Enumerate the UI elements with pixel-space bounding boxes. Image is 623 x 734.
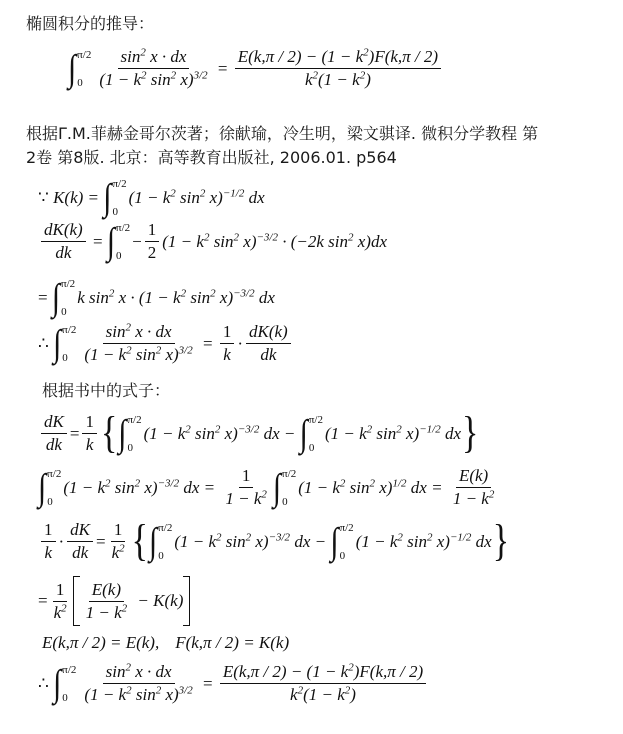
dK-derivative: $\frac{dK(k)}{dk}$ = ∫ π/2 0 − $\frac{1}{2}$ ($1 - k^2$ $\sin^2 x)^{-3/2} \cdot (-2k$ $\sin^2 x)dx$ (38, 220, 387, 263)
book-formula-2: ∫ π/2 0 ($1 - k^2$ $\sin^2 x)^{-3/2}$ dx = $\frac{1}{1 - k^2}$ ∫ π/2 0 ($1 - k^2$ $\sin^2 x)^{1/2}$ dx = $\frac{E(k)}{1 - k^2}$ (38, 466, 495, 508)
book-formula-3: $\frac{1}{k}$ · $\frac{dK}{dk}$ = $\frac{1}{k^2}$ { ∫ π/2 0 ($1 - k^2$ $\sin^2 x)^{-3/2}$ dx − ∫ π/2 0 ($1 - k^2$ $\sin^2 x)^{-1/2}$ dx } (38, 520, 510, 563)
book-formula-4: = $\frac{1}{k^2}$ $\frac{E(k)}{1 - k^2}$ − K(k) (38, 576, 190, 626)
book-formula-label: 根据书中的式子： (42, 381, 171, 400)
therefore-result-1: ∴ ∫ π/2 0 $\frac{\sin^2 x \cdot dx}{(1 - k^2 \sin^2 x)^{3/2}}$ = $\frac{1}{k}$ · $\frac{dK(k)}{dk}$ (38, 322, 294, 365)
reference-line-2: 2卷 第8版. 北京：高等教育出版社, 2006.01. p564 (26, 148, 397, 167)
K-definition: ∵ K(k) = ∫ π/2 0 ($1 - k^2$ $\sin^2 x)^{-1/2}$ dx (38, 176, 265, 218)
integral-sign: ∫ π/2 0 (68, 47, 92, 89)
book-formula-1: $\frac{dK}{dk}$ = $\frac{1}{k}$ { ∫ π/2 0 ($1 - k^2$ $\sin^2 x)^{-3/2}$ dx − ∫ π/2 0 ($1 - k^2$ $\sin^2 x)^{-1/2}$ dx } (38, 412, 479, 455)
because-symbol: ∵ (38, 188, 54, 207)
dK-simplified: = ∫ π/2 0 k $\sin^2 x \cdot (1 - k^2$ $\sin^2 x)^{-3/2}$ dx (38, 276, 275, 318)
final-result: ∴ ∫ π/2 0 $\frac{\sin^2 x \cdot dx}{(1 - k^2 \sin^2 x)^{3/2}}$ = $\frac{E(k,\pi / 2) - (1 - k^2)F(k,\pi / 2)}{k^2(1 - k^2)}$ (38, 662, 429, 705)
main-formula: ∫ π/2 0 $\frac{\sin^2 x \cdot dx}{(1 - k^2 \sin^2 x)^{3/2}}$ = $\frac{E(k,\pi / 2) - (1 - k^2)F(k,\pi / 2)}{k^2(1 - k^2)}$ (68, 47, 444, 90)
heading: 椭圆积分的推导： (26, 14, 155, 33)
reference-line-1: 根据Γ.M.菲赫金哥尔茨著；徐献瑜，冷生明，梁文骐译. 微积分学教程 第 (26, 124, 539, 143)
lhs-fraction: $\frac{\sin^2 x \cdot dx}{(1 - k^2 \sin^2 x)^{3/2}}$ (99, 46, 208, 89)
identities: E(k,π / 2) = E(k), F(k,π / 2) = K(k) (42, 633, 290, 652)
rhs-fraction: $\frac{E(k,\pi / 2) - (1 - k^2)F(k,\pi / 2)}{k^2(1 - k^2)}$ (235, 47, 441, 90)
